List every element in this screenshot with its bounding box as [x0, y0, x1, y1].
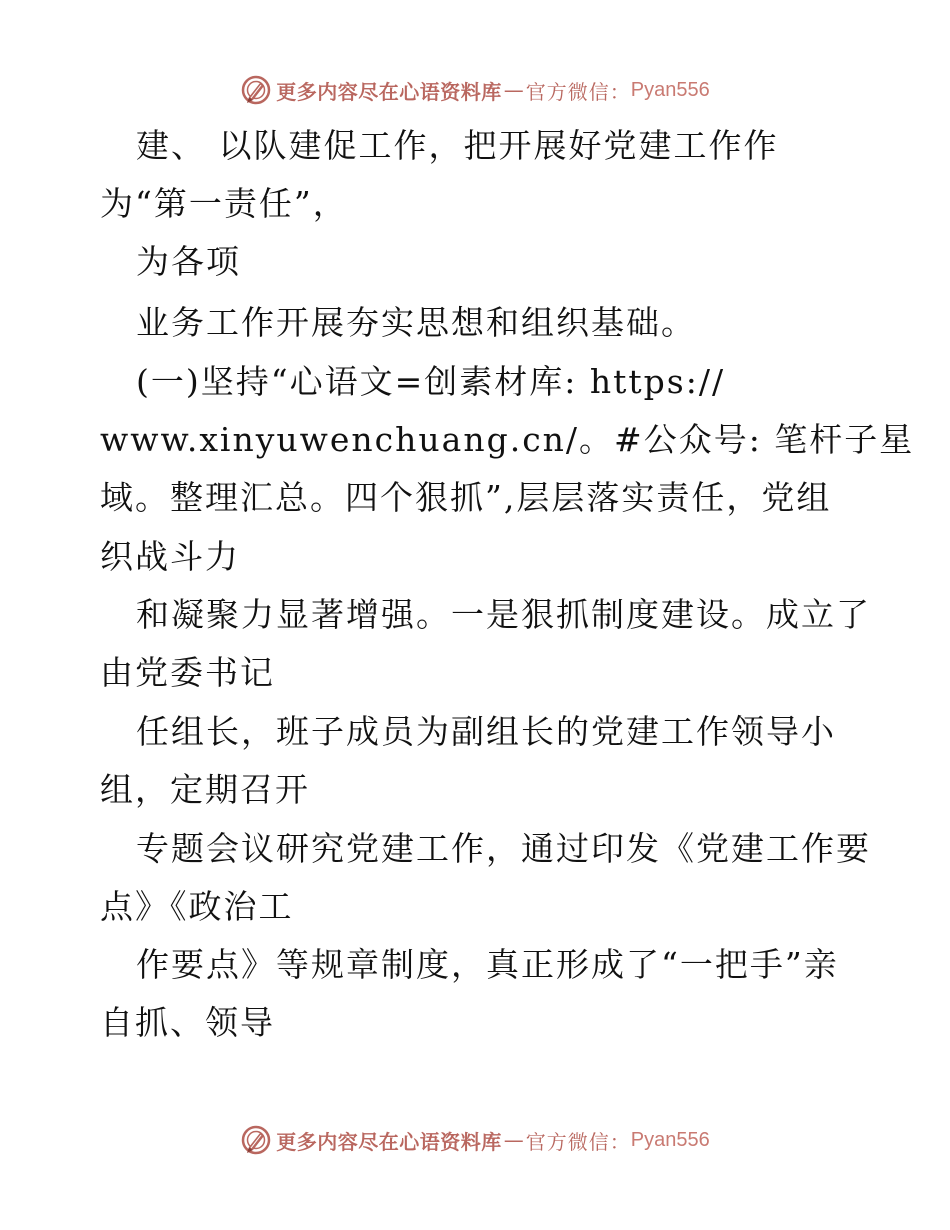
body-line: 域。整理汇总。四个狠抓”,层层落实责任，党组 — [100, 478, 832, 517]
pen-nib-logo-icon — [240, 74, 272, 106]
body-line: 业务工作开展夯实思想和组织基础。 — [136, 303, 696, 342]
body-line: 自抓、领导 — [100, 1003, 275, 1042]
body-line: 为各项 — [136, 242, 241, 281]
body-line: 为“第一责任”， — [100, 184, 348, 223]
wechat-label: 官方微信： — [525, 79, 631, 104]
body-line: (一)坚持“心语文=创素材库: https:// — [136, 362, 726, 401]
wechat-label: 官方微信： — [525, 1129, 631, 1154]
body-line: 作要点》等规章制度，真正形成了“一把手”亲 — [136, 945, 839, 984]
wechat-id: Pyan556 — [630, 78, 710, 101]
body-line: 建、 以队建促工作，把开展好党建工作作 — [136, 126, 779, 165]
header-watermark-banner — [0, 70, 950, 110]
body-line: 点》《政治工 — [100, 887, 294, 926]
body-line: 和凝聚力显著增强。一是狠抓制度建设。成立了 — [136, 595, 871, 634]
body-line: www.xinyuwenchuang.cn/。#公众号: 笔杆子星 — [100, 420, 915, 459]
body-line: 任组长，班子成员为副组长的党建工作领导小 — [136, 712, 836, 751]
body-line: 组，定期召开 — [100, 770, 310, 809]
footer-watermark-banner — [0, 1120, 950, 1160]
body-line: 织战斗力 — [100, 537, 240, 576]
pen-nib-logo-icon — [240, 1124, 272, 1156]
body-line: 专题会议研究党建工作，通过印发《党建工作要 — [136, 829, 871, 868]
watermark-text: 更多内容尽在心语资料库 — [276, 1129, 502, 1154]
wechat-id: Pyan556 — [630, 1128, 710, 1151]
watermark-text: 更多内容尽在心语资料库 — [276, 79, 502, 104]
body-line: 由党委书记 — [100, 653, 275, 692]
watermark-dash: — — [503, 1128, 524, 1152]
watermark-dash: — — [503, 78, 524, 102]
